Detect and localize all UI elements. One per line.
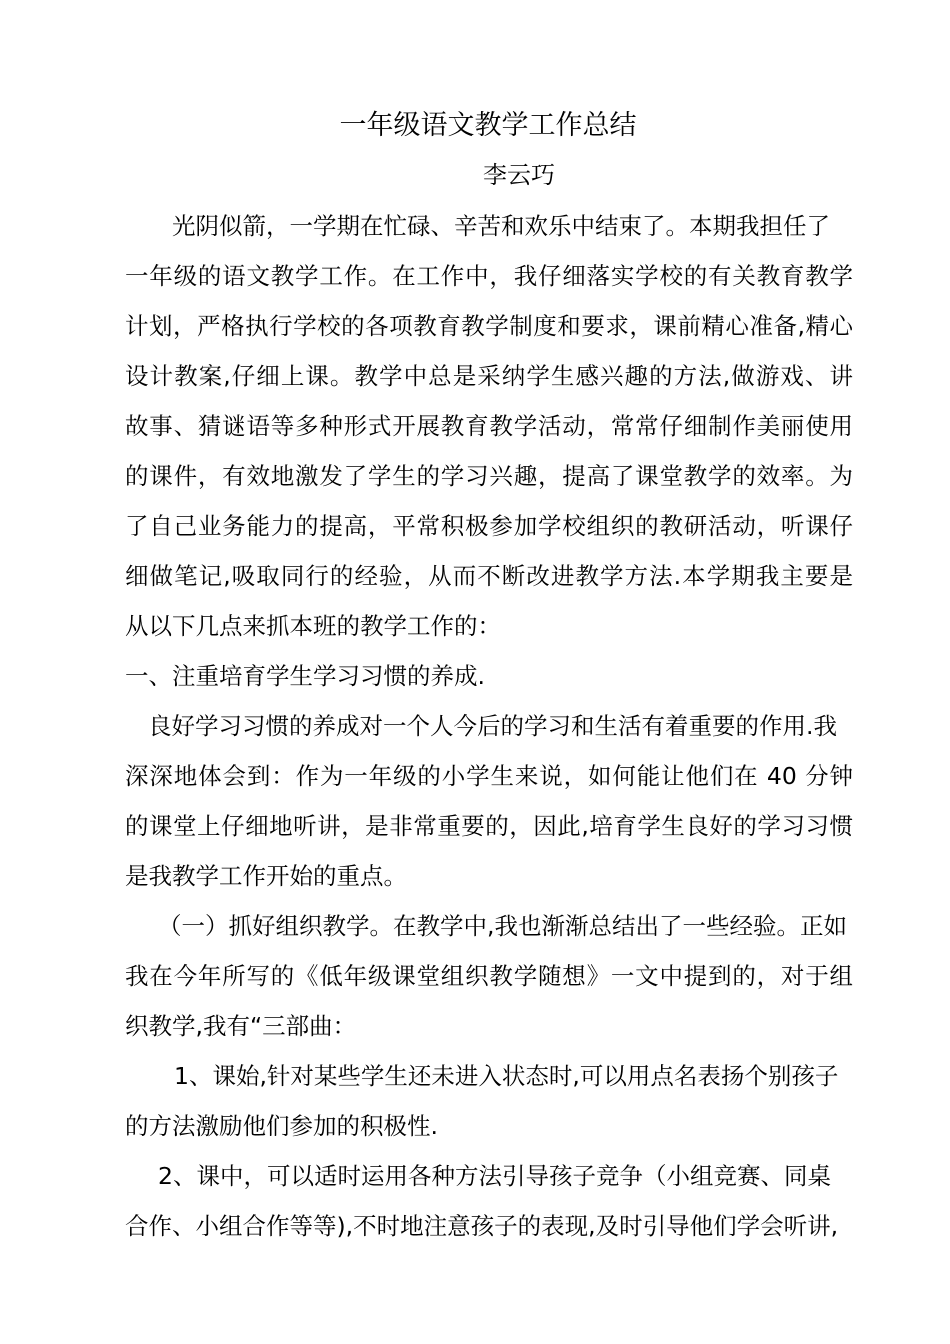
paragraph-line: 从以下几点来抓本班的教学工作的： (125, 612, 501, 640)
document-author: 李云巧 (483, 161, 555, 189)
paragraph-line: 深深地体会到：作为一年级的小学生来说，如何能让他们在 40 分钟 (125, 762, 853, 790)
paragraph-line: 光阴似箭，一学期在忙碌、辛苦和欢乐中结束了。本期我担任了 (172, 212, 830, 240)
paragraph-line: 计划，严格执行学校的各项教育教学制度和要求，课前精心准备,精心 (125, 312, 853, 340)
list-item-line: 合作、小组合作等等),不时地注意孩子的表现,及时引导他们学会听讲, (125, 1212, 839, 1240)
paragraph-line: 是我教学工作开始的重点。 (125, 862, 407, 890)
paragraph-line: 一年级的语文教学工作。在工作中，我仔细落实学校的有关教育教学 (125, 262, 853, 290)
paragraph-line: 织教学,我有“三部曲： (125, 1012, 357, 1040)
section-heading: 一、注重培育学生学习习惯的养成. (125, 662, 485, 690)
list-item-line: 的方法激励他们参加的积极性. (125, 1112, 438, 1140)
paragraph-line: 的课件，有效地激发了学生的学习兴趣，提高了课堂教学的效率。为 (125, 462, 853, 490)
document-title: 一年级语文教学工作总结 (339, 110, 637, 141)
paragraph-line: 了自己业务能力的提高，平常积极参加学校组织的教研活动，听课仔 (125, 512, 853, 540)
list-item-line: 1、课始,针对某些学生还未进入状态时,可以用点名表扬个别孩子 (174, 1062, 839, 1090)
list-item-line: 2、课中，可以适时运用各种方法引导孩子竞争（小组竞赛、同桌 (158, 1162, 831, 1190)
paragraph-line: 故事、猜谜语等多种形式开展教育教学活动，常常仔细制作美丽使用 (125, 412, 853, 440)
paragraph-line: 细做笔记,吸取同行的经验，从而不断改进教学方法.本学期我主要是 (125, 562, 853, 590)
paragraph-line: 良好学习习惯的养成对一个人今后的学习和生活有着重要的作用.我 (148, 712, 837, 740)
paragraph-line: 设计教案,仔细上课。教学中总是采纳学生感兴趣的方法,做游戏、讲 (125, 362, 853, 390)
subsection-heading-line: （一）抓好组织教学。在教学中,我也渐渐总结出了一些经验。正如 (158, 912, 847, 940)
paragraph-line: 的课堂上仔细地听讲，是非常重要的，因此,培育学生良好的学习习惯 (125, 812, 853, 840)
paragraph-line: 我在今年所写的《低年级课堂组织教学随想》一文中提到的，对于组 (125, 962, 853, 990)
